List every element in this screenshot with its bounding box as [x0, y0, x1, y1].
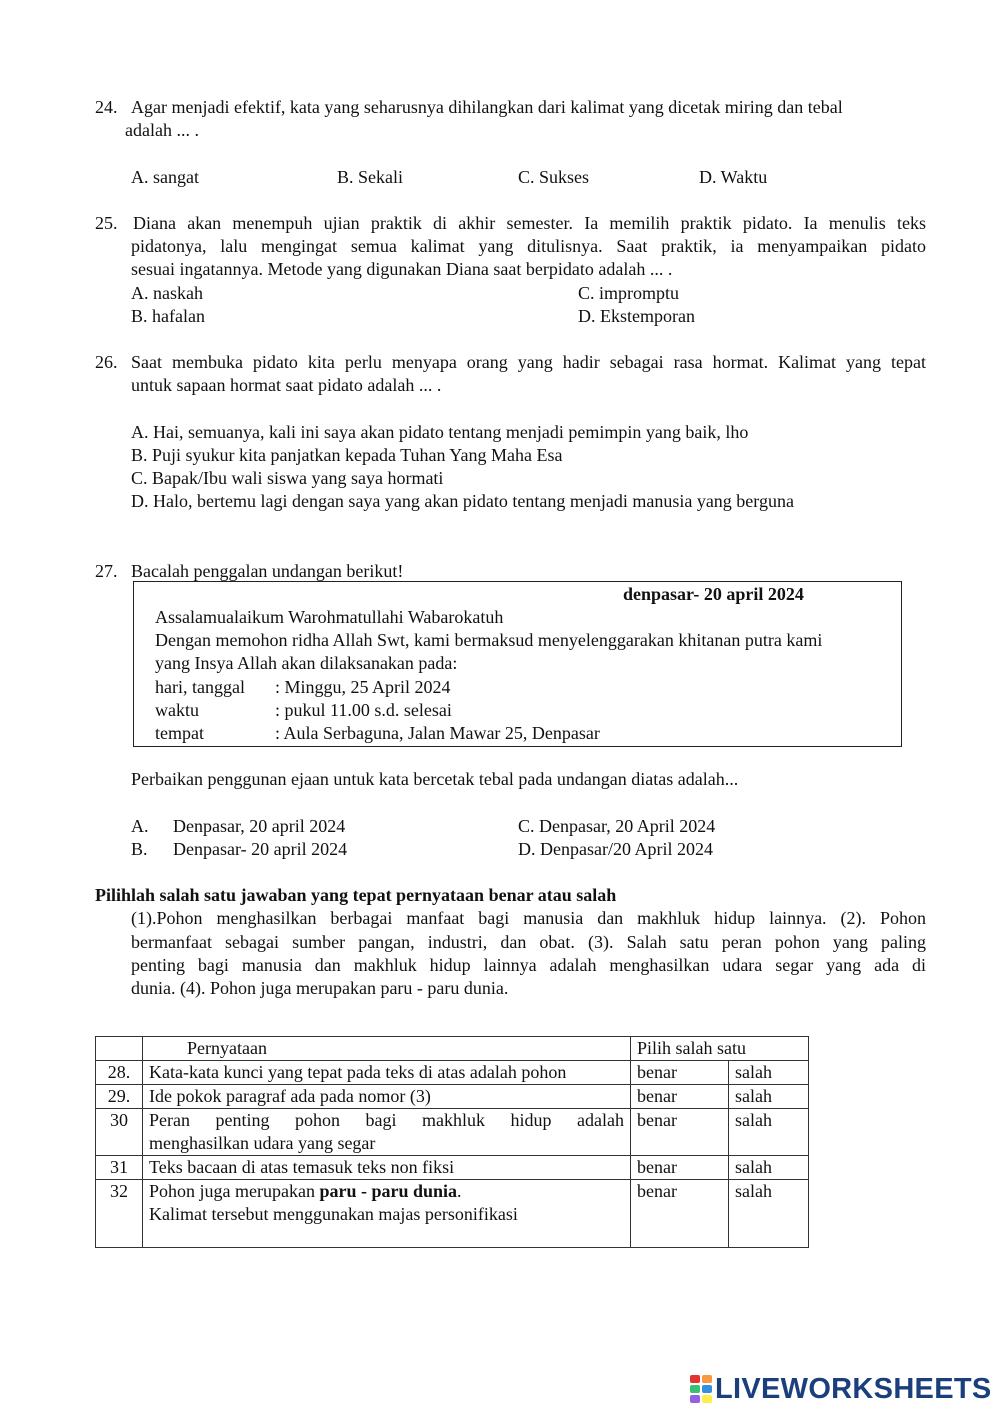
invitation-value-place: : Aula Serbaguna, Jalan Mawar 25, Denpasar: [275, 723, 600, 743]
row-statement: [143, 1109, 631, 1156]
bold-phrase: paru - paru dunia: [319, 1181, 458, 1201]
table-row: [96, 1085, 809, 1109]
question-24-text-line2: adalah ... .: [125, 120, 199, 140]
table-header-choice: Pilih salah satu: [631, 1037, 809, 1061]
question-24-option-b[interactable]: B. Sekali: [337, 167, 403, 187]
question-26-text-line1: Saat membuka pidato kita perlu menyapa orang yang hadir sebagai rasa hormat. Kalimat yang tepat: [131, 352, 926, 372]
row-true-option[interactable]: benar: [631, 1180, 729, 1248]
question-25-number: 25.: [95, 213, 118, 233]
question-27-option-b-letter: B.: [131, 839, 148, 859]
row-statement: [143, 1180, 631, 1248]
row-statement-line2: menghasilkan udara yang segar: [149, 1133, 376, 1153]
question-27-option-d[interactable]: D. Denpasar/20 April 2024: [518, 839, 713, 859]
row-true-option[interactable]: benar: [631, 1109, 729, 1156]
question-25-text-line3: sesuai ingatannya. Metode yang digunakan Diana saat berpidato adalah ... .: [131, 259, 673, 279]
liveworksheets-logo-icon: [690, 1375, 712, 1403]
question-25-text-line2: pidatonya, lalu mengingat semua kalimat yang ditulisnya. Saat praktik, ia menyampaikan pidato: [131, 236, 926, 256]
invitation-value-time: : pukul 11.00 s.d. selesai: [275, 700, 452, 720]
row-number: 31: [96, 1156, 143, 1180]
invitation-label-time: waktu: [155, 700, 199, 720]
invitation-body-line2: yang Insya Allah akan dilaksanakan pada:: [155, 653, 458, 673]
reading-paragraph-line1: (1).Pohon menghasilkan berbagai manfaat bagi manusia dan makhluk hidup lainnya. (2). Pohon: [131, 908, 926, 928]
table-header-number: [96, 1037, 143, 1061]
question-27-option-a[interactable]: Denpasar, 20 april 2024: [173, 816, 346, 836]
question-26-option-c[interactable]: C. Bapak/Ibu wali siswa yang saya hormati: [131, 468, 444, 488]
reading-paragraph-line3: penting bagi manusia dan makhluk hidup lainnya adalah menghasilkan udara segar yang ada di: [131, 955, 926, 975]
row-statement-line1: Pohon juga merupakan paru - paru dunia.: [149, 1181, 462, 1201]
invitation-date: denpasar- 20 april 2024: [623, 584, 804, 604]
reading-paragraph-line4: dunia. (4). Pohon juga merupakan paru - paru dunia.: [131, 978, 509, 998]
row-false-option[interactable]: salah: [729, 1180, 809, 1248]
row-false-option[interactable]: salah: [729, 1109, 809, 1156]
row-number: 32: [96, 1180, 143, 1248]
table-row: [96, 1156, 809, 1180]
question-25-option-b[interactable]: B. hafalan: [131, 306, 205, 326]
question-25-option-c[interactable]: C. impromptu: [578, 283, 680, 303]
question-26-option-d[interactable]: D. Halo, bertemu lagi dengan saya yang akan pidato tentang menjadi manusia yang berguna: [131, 491, 794, 511]
row-number: 30: [96, 1109, 143, 1156]
invitation-value-date: : Minggu, 25 April 2024: [275, 677, 451, 697]
invitation-label-date: hari, tanggal: [155, 677, 245, 697]
question-27-prompt: Bacalah penggalan undangan berikut!: [131, 561, 404, 581]
question-24-option-c[interactable]: C. Sukses: [518, 167, 590, 187]
question-27-option-b[interactable]: Denpasar- 20 april 2024: [173, 839, 348, 859]
table-row: [96, 1061, 809, 1085]
invitation-body-line1: Dengan memohon ridha Allah Swt, kami bermaksud menyelenggarakan khitanan putra kami: [155, 630, 823, 650]
row-number: 28.: [96, 1061, 143, 1085]
question-24-number: 24.: [95, 97, 118, 117]
row-statement-line2: Kalimat tersebut menggunakan majas personifikasi: [149, 1204, 518, 1224]
invitation-greeting: Assalamualaikum Warohmatullahi Wabarokatuh: [155, 607, 504, 627]
question-24-text-line1: Agar menjadi efektif, kata yang seharusnya dihilangkan dari kalimat yang dicetak miring dan tebal: [131, 97, 843, 117]
row-statement-line1: Peran penting pohon bagi makhluk hidup adalah: [149, 1110, 624, 1130]
row-false-option[interactable]: salah: [729, 1061, 809, 1085]
table-row: [96, 1180, 809, 1248]
reading-paragraph-line2: bermanfaat sebagai sumber pangan, industri, dan obat. (3). Salah satu peran pohon yang paling: [131, 932, 926, 952]
question-24-option-d[interactable]: D. Waktu: [699, 167, 768, 187]
question-26-option-b[interactable]: B. Puji syukur kita panjatkan kepada Tuhan Yang Maha Esa: [131, 445, 563, 465]
statement-table: [95, 1036, 809, 1248]
row-number: 29.: [96, 1085, 143, 1109]
question-25-text-line1: Diana akan menempuh ujian praktik di akhir semester. Ia memilih praktik pidato. Ia menulis teks: [133, 213, 926, 233]
row-statement: Ide pokok paragraf ada pada nomor (3): [143, 1085, 631, 1109]
question-26-text-line2: untuk sapaan hormat saat pidato adalah ... .: [131, 375, 442, 395]
row-true-option[interactable]: benar: [631, 1156, 729, 1180]
row-false-option[interactable]: salah: [729, 1156, 809, 1180]
row-statement: Kata-kata kunci yang tepat pada teks di atas adalah pohon: [143, 1061, 631, 1085]
question-26-option-a[interactable]: A. Hai, semuanya, kali ini saya akan pidato tentang menjadi pemimpin yang baik, lho: [131, 422, 749, 442]
table-header-row: [96, 1037, 809, 1061]
table-header-statement: Pernyataan: [143, 1037, 631, 1061]
section-heading: Pilihlah salah satu jawaban yang tepat pernyataan benar atau salah: [95, 885, 617, 905]
row-statement: Teks bacaan di atas temasuk teks non fiksi: [143, 1156, 631, 1180]
question-27-option-a-letter: A.: [131, 816, 149, 836]
question-27-number: 27.: [95, 561, 118, 581]
question-27-question: Perbaikan penggunan ejaan untuk kata bercetak tebal pada undangan diatas adalah...: [131, 769, 739, 789]
liveworksheets-logo-text: LIVEWORKSHEETS: [715, 1372, 992, 1405]
row-true-option[interactable]: benar: [631, 1061, 729, 1085]
question-25-option-d[interactable]: D. Ekstemporan: [578, 306, 695, 326]
question-26-number: 26.: [95, 352, 118, 372]
row-true-option[interactable]: benar: [631, 1085, 729, 1109]
table-row: [96, 1109, 809, 1156]
invitation-label-place: tempat: [155, 723, 204, 743]
question-24-option-a[interactable]: A. sangat: [131, 167, 199, 187]
question-25-option-a[interactable]: A. naskah: [131, 283, 203, 303]
row-false-option[interactable]: salah: [729, 1085, 809, 1109]
liveworksheets-logo: [690, 1372, 992, 1406]
question-27-option-c[interactable]: C. Denpasar, 20 April 2024: [518, 816, 716, 836]
